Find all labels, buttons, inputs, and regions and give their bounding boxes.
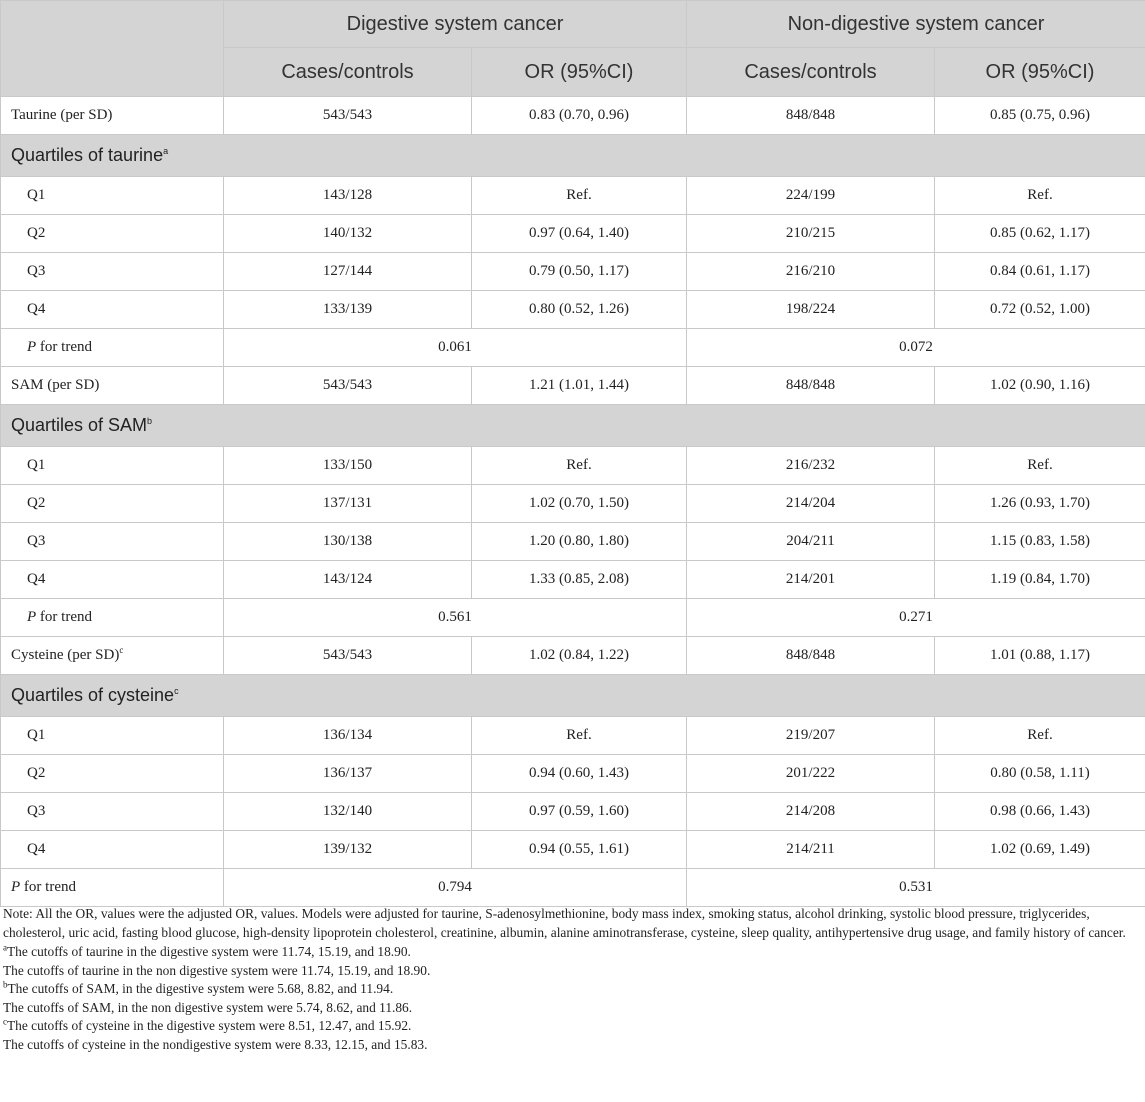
- section-label: Quartiles of cysteine$^c$: [1, 675, 1145, 717]
- section-row-taurine-quartiles: [1, 135, 1145, 177]
- header-n-cases: Cases/controls: [687, 48, 935, 97]
- table-row: Q2 137/131 1.02 (0.70, 1.50) 214/204 1.26 (0.93, 1.70): [1, 485, 1145, 523]
- table-row: Q1 136/134 Ref. 219/207 Ref.: [1, 717, 1145, 755]
- table-row-taurine-per-sd: [1, 97, 1145, 135]
- section-label: Quartiles of taurine$^a$: [1, 135, 1145, 177]
- note-b1: $^b$The cutoffs of SAM, in the digestive system were 5.68, 8.82, and 11.94.: [3, 979, 394, 996]
- trend-label: P for trend: [1, 599, 224, 637]
- n-or: 0.85 (0.75, 0.96): [935, 97, 1145, 135]
- footnote-marker: a: [163, 146, 169, 156]
- header-digestive: Digestive system cancer: [224, 1, 687, 48]
- note-c2: The cutoffs of cysteine in the nondigestive system were 8.33, 12.15, and 15.83.: [3, 1036, 428, 1052]
- d-trend: 0.061: [224, 329, 687, 367]
- d-or: 0.83 (0.70, 0.96): [472, 97, 687, 135]
- n-trend: 0.531: [687, 869, 1145, 907]
- n-cases: 848/848: [687, 97, 935, 135]
- header-n-or: OR (95%CI): [935, 48, 1145, 97]
- table-row: Q4 143/124 1.33 (0.85, 2.08) 214/201 1.19 (0.84, 1.70): [1, 561, 1145, 599]
- table-row: Q4 133/139 0.80 (0.52, 1.26) 198/224 0.72 (0.52, 1.00): [1, 291, 1145, 329]
- header-d-cases: Cases/controls: [224, 48, 472, 97]
- header-row-groups: [1, 1, 1145, 48]
- note-a2: The cutoffs of taurine in the non digestive system were 11.74, 15.19, and 18.90.: [3, 962, 431, 978]
- footnote-marker: c: [174, 686, 179, 696]
- row-label: Cysteine (per SD)$^c$: [1, 637, 224, 675]
- header-blank: [1, 1, 224, 97]
- footnote-marker: c: [119, 645, 124, 655]
- table-footnotes: [3, 903, 1138, 1054]
- header-non-digestive: Non-digestive system cancer: [687, 1, 1145, 48]
- d-cases: 543/543: [224, 97, 472, 135]
- d-trend: 0.561: [224, 599, 687, 637]
- table-row-cysteine-trend: [1, 869, 1145, 907]
- table-row-taurine-trend: [1, 329, 1145, 367]
- table-row: Q2 136/137 0.94 (0.60, 1.43) 201/222 0.80 (0.58, 1.11): [1, 755, 1145, 793]
- table-row-sam-trend: [1, 599, 1145, 637]
- table-row: Q1 133/150 Ref. 216/232 Ref.: [1, 447, 1145, 485]
- header-d-or: OR (95%CI): [472, 48, 687, 97]
- note-b2: The cutoffs of SAM, in the non digestive system were 5.74, 8.62, and 11.86.: [3, 999, 413, 1015]
- row-label: SAM (per SD): [1, 367, 224, 405]
- n-trend: 0.072: [687, 329, 1145, 367]
- row-label: Taurine (per SD): [1, 97, 224, 135]
- table-row-sam-per-sd: SAM (per SD) 543/543 1.21 (1.01, 1.44) 848/848 1.02 (0.90, 1.16): [1, 367, 1145, 405]
- table-row-cysteine-per-sd: Cysteine (per SD)$^c$ 543/543 1.02 (0.84, 1.22) 848/848 1.01 (0.88, 1.17): [1, 637, 1145, 675]
- n-trend: 0.271: [687, 599, 1145, 637]
- note-a1: $^a$The cutoffs of taurine in the digestive system were 11.74, 15.19, and 18.90.: [3, 942, 411, 959]
- table-row: Q3 132/140 0.97 (0.59, 1.60) 214/208 0.98 (0.66, 1.43): [1, 793, 1145, 831]
- table-row: Q1 143/128 Ref. 224/199 Ref.: [1, 177, 1145, 215]
- d-trend: 0.794: [224, 869, 687, 907]
- footnote-marker: b: [147, 416, 153, 426]
- section-row-sam-quartiles: [1, 405, 1145, 447]
- table-row: Q4 139/132 0.94 (0.55, 1.61) 214/211 1.02 (0.69, 1.49): [1, 831, 1145, 869]
- trend-label: P for trend: [1, 869, 224, 907]
- section-row-cysteine-quartiles: [1, 675, 1145, 717]
- note-c1: $^c$The cutoffs of cysteine in the digestive system were 8.51, 12.47, and 15.92.: [3, 1016, 412, 1033]
- table-row: Q3 127/144 0.79 (0.50, 1.17) 216/210 0.84 (0.61, 1.17): [1, 253, 1145, 291]
- section-label: Quartiles of SAM$^b$: [1, 405, 1145, 447]
- table-row: Q2 140/132 0.97 (0.64, 1.40) 210/215 0.85 (0.62, 1.17): [1, 215, 1145, 253]
- table-row: Q3 130/138 1.20 (0.80, 1.80) 204/211 1.15 (0.83, 1.58): [1, 523, 1145, 561]
- trend-label: P for trend: [1, 329, 224, 367]
- note-main: Note: All the OR, values were the adjusted OR, values. Models were adjusted for taurine, S-adenosylmethionine, body mass index, smoking status, alcohol drinking, systolic blood pressure, triglycerides, cholesterol, uric acid, fasting blood glucose, high-density lipoprotein cholesterol, creatinine, albumin, alanine aminotransferase, cysteine, sleep quality, antihypertensive drug usage, and family history of cancer.: [3, 906, 1126, 940]
